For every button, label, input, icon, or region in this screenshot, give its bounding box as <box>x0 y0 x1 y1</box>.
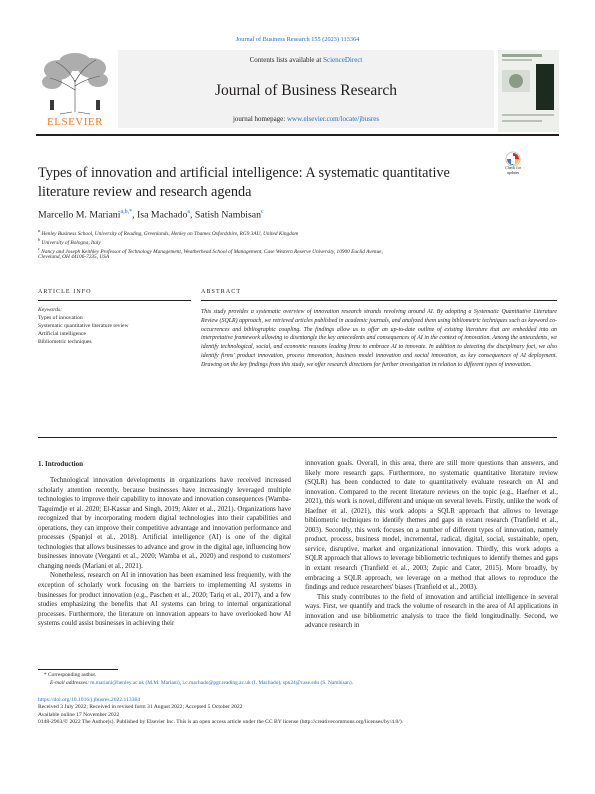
received-dates: Received 3 July 2022; Received in revised form 31 August 2022; Accepted 5 October 2022 <box>38 704 243 711</box>
email-label: E-mail addresses: <box>50 680 91 686</box>
abstract-text: This study provides a systematic overview of innovation research strands revolving around AI. By adopting a Systematic Quantitative Literature Review (SQLR) approach, we retrieved articles published in academic journals, and analyzed them using bibliometric techniques such as keyword co-occurrences and bibliographic coupling. The findings allow us to offer an up-to-date outline of existing literature that are embedded into an interpretative framework allowing to disentangle the key antecedents and consequences of AI in the context of innovation. Among the antecedents, we identify technological, social, and economic reasons leading firms to embrace AI to innovate. In addition to detecting the disciplinary foci, we also identify firms' product innovation, process innovation, business model innovation and social innovation, as key consequences of AI deployment. Drawing on the key findings from this study, we offer research directions for further investigation in relation to different types of innovation. <box>201 309 557 368</box>
author-name[interactable]: Satish Nambisan <box>194 209 262 221</box>
body-paragraph: innovation goals. Overall, in this area, there are still more questions than answers, and likely more research gaps. Furthermore, no systematic quantitative literature review (SQLR) has been conducted to date to quantitatively evaluate research on AI and innovation. Compared to the recent literature reviews on the topic (e.g., Haefner et al., 2021), this work is novel, different and unique on several levels. Firstly, unlike the work of Haefner et al. (2021), this work adopts a SQLR approach that allows to leverage bibliometric techniques to identify themes and gaps in extant research (Tranfield et al., 2003). Secondly, this work focuses on a number of different types of innovation, namely product, process, business model, incremental, radical, digital, social, sustainable, open, service, disruptive, market and organizational innovation. Thirdly, this work adopts a SQLR approach that allows to leverage bibliometric techniques to identify themes and gaps in extant research (Tranfield et al., 2003; Zupic and Cater, 2015). More broadly, by embracing a SQLR approach, we leverage on a method that allows to reproduce the findings and reduce researchers' biases (Tranfield et al., 2003). <box>305 460 558 592</box>
affiliation-marker: b <box>38 237 41 242</box>
article-info-rule <box>38 300 191 301</box>
body-paragraph: Technological innovation developments in organizations have received increased scholarly attention recently, because businesses have increasingly leveraged multiple technologies to improve their capability to innovate and innovation consequences (Wamba-Taguimdje et al. 2020; El-Kassar and Singh, 2019; Akter et al., 2021). Organizations have recognized that by incorporating modern digital technologies into their capabilities and operations, they can improve their competitive advantage and innovation performance and processes (Spanjol et al., 2018). Artificial intelligence (AI) is one of the digital technologies that allows businesses to advance and grow in the digital age, influencing how businesses innovate (Verganti et al., 2020; Wamba et al., 2020) and respond to customers' changing needs (Mariani et al., 2021). <box>38 477 291 570</box>
journal-reference[interactable]: Journal of Business Research 155 (2023) 113364 <box>235 36 360 43</box>
article-title <box>38 164 488 201</box>
keyword: Bibliometric techniques <box>38 339 92 345</box>
corresponding-author-note: * Corresponding author. <box>44 672 97 678</box>
affiliation <box>38 254 538 262</box>
affiliation-marker: c <box>38 246 40 251</box>
author-affiliation-marker[interactable]: a <box>187 209 191 215</box>
contents-line <box>118 56 494 64</box>
journal-cover-icon <box>498 50 559 132</box>
affiliation-text: Cleveland, OH 44106-7235, USA <box>38 254 110 260</box>
author-separator: , <box>190 209 195 221</box>
article-title-line2: literature review and research agenda <box>38 183 252 200</box>
article-metadata <box>38 697 558 726</box>
license-statement: 0148-2963/© 2022 The Author(s). Published by Elsevier Inc. This is an open access article under the CC BY license (http://creativecommons.org/licenses/by/4.0/). <box>38 718 404 725</box>
check-for-updates-line1: Check for <box>505 165 521 170</box>
affiliation-text: Nancy and Joseph Keithley Professor of Technology Management, Weatherhead School of Management, Case Western Reserve University, 10900 Euclid Avenue, <box>41 248 383 255</box>
author-separator: , <box>132 209 138 221</box>
keyword: Artificial intelligence <box>38 331 86 337</box>
email-addresses[interactable]: m.mariani@henley.ac.uk (M.M. Mariani), i.c.machado@pgr.reading.ac.uk (I. Machado), spn24@case.edu (S. Nambisan). <box>90 680 353 686</box>
footnote-rule <box>38 669 118 670</box>
author-name[interactable]: Marcello M. Mariani <box>38 209 121 221</box>
journal-homepage-link[interactable]: www.elsevier.com/locate/jbusres <box>286 115 380 123</box>
body-column-left <box>38 476 291 629</box>
body-paragraph: This study contributes to the field of innovation and artificial intelligence in several ways. First, we quantify and track the volume of research in the area of AI applications in innovation and use bibliometric analysis to trace the field longitudinally. Second, we advance research in <box>305 593 558 630</box>
journal-homepage-line <box>118 115 494 123</box>
check-for-updates-line2: updates <box>506 169 520 175</box>
body-paragraph: Nonetheless, research on AI in innovation has been examined less frequently, with the exception of scholarly work focusing on the barriers to implementing AI systems in businesses for product innovation (e.g., Paschen et al., 2020; Tariq et al., 2017), and a few studies emphasizing the benefits that AI systems can bring to internal organizational processes. Furthermore, the literature on innovation appears to have overlooked how AI systems could assist businesses in achieving their <box>38 572 291 628</box>
keyword: Types of innovation <box>38 315 83 321</box>
homepage-prefix: journal homepage: <box>232 115 287 123</box>
masthead-rule <box>36 134 559 136</box>
check-for-updates-label <box>500 166 526 175</box>
keyword: Systematic quantitative literature review <box>38 323 129 329</box>
author-list <box>38 209 264 220</box>
email-addresses-note <box>50 680 570 687</box>
journal-cover-thumbnail <box>498 50 559 132</box>
affiliation-marker: a <box>38 228 41 233</box>
article-info-heading: ARTICLE INFO <box>38 289 92 295</box>
contents-prefix: Contents lists available at <box>249 56 324 64</box>
article-title-line1: Types of innovation and artificial intelligence: A systematic quantitative <box>38 165 450 181</box>
journal-title: Journal of Business Research <box>214 82 398 99</box>
doi-link[interactable]: https://doi.org/10.1016/j.jbusres.2022.113364 <box>38 697 141 703</box>
sciencedirect-link[interactable]: ScienceDirect <box>323 56 363 64</box>
publisher-logo-text: ELSEVIER <box>47 116 103 128</box>
author-affiliation-marker[interactable]: a,b,* <box>120 209 133 215</box>
affiliation-text: Henley Business School, University of Reading, Greenlands, Henley on Thames Oxfordshire, RG9 3AU, United Kingdom <box>41 230 299 237</box>
body-column-right <box>305 459 558 631</box>
author-name[interactable]: Isa Machado <box>137 209 188 221</box>
author-affiliation-marker[interactable]: c <box>261 209 264 215</box>
abstract-heading: ABSTRACT <box>201 289 242 295</box>
affiliation-text: University of Bologna, Italy <box>41 239 101 246</box>
section-heading-introduction: 1. Introduction <box>38 460 83 468</box>
elsevier-tree-icon <box>36 50 114 116</box>
keywords-label: Keywords: <box>38 307 63 313</box>
abstract-bottom-rule <box>38 437 557 438</box>
available-online: Available online 17 November 2022 <box>38 711 120 718</box>
abstract-rule <box>201 300 557 301</box>
